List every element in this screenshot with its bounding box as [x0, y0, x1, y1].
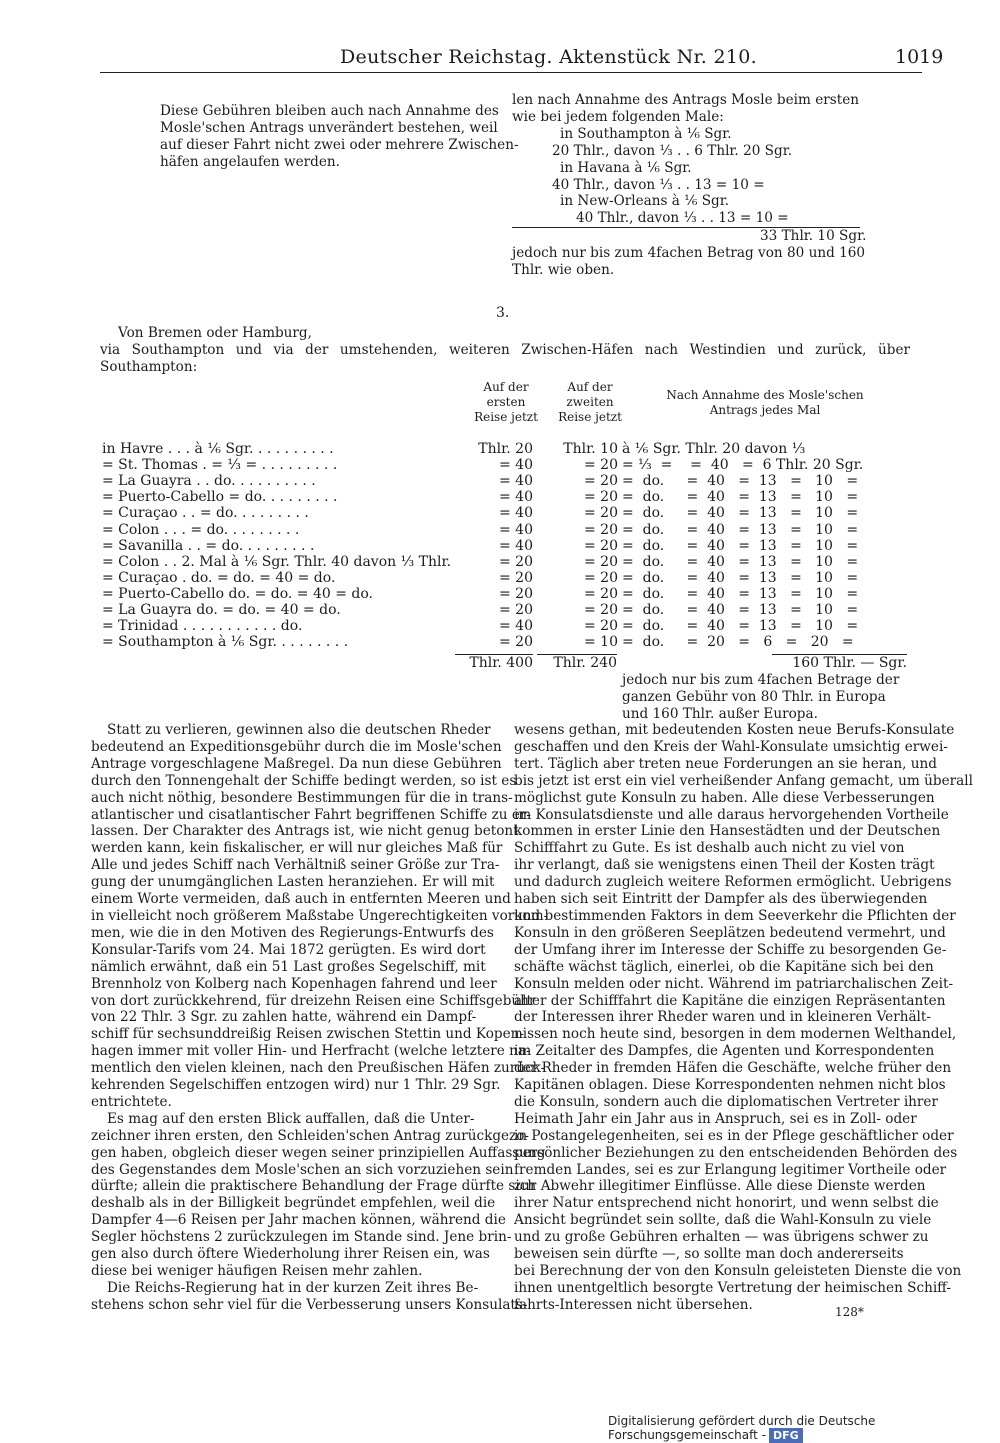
total-first-voyage: Thlr. 400 [455, 654, 533, 671]
text-line: Die Reichs-Regierung hat in der kurzen Zeit ihres Be- [107, 1279, 479, 1296]
first-voyage-cell: = 20 [499, 569, 533, 586]
text-line: häfen angelaufen werden. [160, 153, 340, 170]
text-line: der Umfang ihrer im Interesse der Schiffe zu besorgenden Ge- [514, 941, 947, 958]
text-line: gen also durch öftere Wiederholung ihrer Reisen ein, was [91, 1246, 490, 1263]
text-line: entrichtete. [91, 1093, 172, 1110]
text-line: Alle und jedes Schiff nach Verhältniß seiner Größe zur Tra- [91, 857, 500, 874]
text-line: in vielleicht noch größerem Maßstabe Ungerechtigkeiten vorkom- [91, 907, 549, 924]
table-row [100, 586, 912, 602]
mosle-cell: = do. = 40 = 13 = 10 = [622, 537, 859, 554]
text-line: Konsuln melden oder nicht. Während im patriarchalischen Zeit- [514, 975, 954, 992]
text-line: persönlicher Beziehungen zu den entscheidenden Behörden des [514, 1144, 958, 1161]
second-voyage-cell: = 20 [584, 618, 618, 635]
text-line: Thlr. wie oben. [512, 262, 615, 279]
text-line: Von Bremen oder Hamburg, [118, 325, 312, 341]
mosle-cell: = do. = 40 = 13 = 10 = [622, 618, 859, 635]
second-voyage-cell: = 20 [584, 537, 618, 554]
table-row [100, 457, 912, 473]
footer-text: Digitalisierung gefördert durch die Deutsche Forschungsgemeinschaft - [608, 1414, 876, 1442]
table-row [100, 505, 912, 521]
total-mosle: 160 Thlr. — Sgr. [772, 654, 907, 671]
text-line: fremden Landes, sei es zur Erlangung legitimer Vortheile oder [514, 1161, 947, 1178]
mosle-cell: = ⅓ = = 40 = 6 Thlr. 20 Sgr. [622, 457, 864, 474]
text-line: Brennholz von Kolberg nach Kopenhagen fahrend und leer [91, 975, 497, 992]
text-line: in New-Orleans à ⅙ Sgr. [560, 193, 730, 210]
text-line: Antrage vorgeschlagene Maßregel. Da nun diese Gebühren [91, 755, 502, 772]
table-row [100, 570, 912, 586]
text-line: in Postangelegenheiten, sei es in der Pflege geschäftlicher oder [514, 1127, 954, 1144]
text-line: durch den Tonnengehalt der Schiffe bedingt werden, so ist es [91, 772, 517, 789]
text-line: atlantischer und cisatlantischer Fahrt begriffenen Schiffe zu er- [91, 806, 532, 823]
table-row [100, 618, 912, 634]
first-voyage-cell: = 20 [499, 553, 533, 570]
table-row [100, 634, 912, 650]
text-line: deshalb als in der Billigkeit begründet empfehlen, weil die [91, 1195, 496, 1212]
text-line: ihrer Natur entsprechend nicht honorirt, und wenn selbst die [514, 1195, 939, 1212]
text-line: in Southampton à ⅙ Sgr. [560, 125, 732, 142]
header-rule [100, 72, 922, 73]
text-line: der Rheder in fremden Häfen die Geschäfte, welche früher den [514, 1060, 952, 1077]
text-line: Konsuln in den größeren Seeplätzen bedeutend vermehrt, und [514, 924, 946, 941]
column-header-second-voyage: Auf der zweiten Reise jetzt [558, 380, 622, 424]
text-line: 40 Thlr., davon ⅓ . . 13 = 10 = [576, 210, 789, 227]
mosle-cell: à ⅙ Sgr. Thlr. 20 davon ⅓ [622, 441, 806, 458]
total-second-voyage: Thlr. 240 [537, 654, 617, 671]
text-line: 40 Thlr., davon ⅓ . . 13 = 10 = [552, 176, 765, 193]
second-voyage-cell: = 20 [584, 585, 618, 602]
text-line: Statt zu verlieren, gewinnen also die deutschen Rheder [107, 722, 491, 738]
port-cell: in Havre . . . à ⅙ Sgr. . . . . . . . . . [102, 441, 334, 458]
second-voyage-cell: = 20 [584, 473, 618, 490]
tariff-table [100, 441, 912, 650]
text-line: und bestimmenden Faktors in dem Seeverkehr die Pflichten der [514, 907, 956, 924]
page-number: 1019 [895, 46, 944, 68]
first-voyage-cell: = 40 [499, 521, 533, 538]
text-line: mentlich den vielen kleinen, nach den Preußischen Häfen zurück- [91, 1060, 546, 1077]
body-left-column [91, 722, 549, 1314]
text-line: Kapitänen oblagen. Diese Korrespondenten nehmen nicht blos [514, 1077, 946, 1094]
text-line: die Konsuln, sondern auch die diplomatischen Vertreter ihrer [514, 1093, 938, 1110]
second-voyage-cell: = 20 [584, 521, 618, 538]
first-voyage-cell: = 40 [499, 457, 533, 474]
text-line: lassen. Der Charakter des Antrags ist, wie nicht genug betont [91, 823, 519, 840]
mosle-cell: = do. = 20 = 6 = 20 = [622, 634, 854, 651]
first-voyage-cell: = 40 [499, 618, 533, 635]
column-header-first-voyage: Auf der ersten Reise jetzt [474, 380, 538, 424]
port-cell: = Colon . . 2. Mal à ⅙ Sgr. Thlr. 40 davon ⅓ Thlr. [102, 553, 452, 570]
table-row [100, 489, 912, 505]
text-line: Schifffahrt zu Gute. Es ist deshalb auch nicht zu viel von [514, 840, 905, 857]
first-voyage-cell: = 20 [499, 601, 533, 618]
text-line: men, wie die in den Motiven des Regierungs-Entwurfs des [91, 924, 494, 941]
first-voyage-cell: = 20 [499, 634, 533, 651]
mosle-cell: = do. = 40 = 13 = 10 = [622, 553, 859, 570]
text-line: via Southampton und via der umstehenden, weiteren Zwischen-Häfen nach Westindien und zurück, über [100, 341, 910, 358]
text-line: Heimath Jahr ein Jahr aus in Anspruch, sei es in Zoll- oder [514, 1110, 917, 1127]
table-row [100, 554, 912, 570]
text-line: auch nicht nöthig, besondere Bestimmungen für die in trans- [91, 789, 513, 806]
text-line: kommen in erster Linie den Hansestädten und der Deutschen [514, 823, 941, 840]
port-cell: = Curaçao . do. = do. = 40 = do. [102, 569, 336, 586]
top-right-calculation [512, 92, 867, 279]
text-line: nissen noch heute sind, besorgen in dem modernen Welthandel, [514, 1026, 957, 1043]
text-line: in Havana à ⅙ Sgr. [560, 159, 692, 176]
port-cell: = Puerto-Cabello = do. . . . . . . . . [102, 489, 338, 506]
text-line: einem Worte vermeiden, daß auch in entfernten Meeren und [91, 891, 511, 908]
mosle-cell: = do. = 40 = 13 = 10 = [622, 569, 859, 586]
text-line: Ansicht begründet sein sollte, daß die Wahl-Konsuln zu viele [514, 1212, 932, 1229]
column-header-mosle: Nach Annahme des Mosle'schen Antrags jedes Mal [666, 388, 864, 417]
text-line: auf dieser Fahrt nicht zwei oder mehrere Zwischen- [160, 136, 519, 153]
text-line: von 22 Thlr. 3 Sgr. zu zahlen hatte, während ein Dampf- [91, 1009, 477, 1026]
port-cell: = Savanilla . . = do. . . . . . . . . [102, 537, 315, 554]
text-line: Konsular-Tarifs vom 24. Mai 1872 gerügten. Es wird dort [91, 941, 486, 958]
table-note [622, 672, 912, 723]
port-cell: = Southampton à ⅙ Sgr. . . . . . . . . [102, 634, 349, 651]
text-line: und 160 Thlr. außer Europa. [622, 705, 818, 722]
text-line: gen haben, obgleich dieser wegen seiner prinzipiellen Auffassung [91, 1144, 546, 1161]
text-line: wie bei jedem folgenden Male: [512, 108, 724, 125]
text-line: bedeutend an Expeditionsgebühr durch die im Mosle'schen [91, 738, 502, 755]
text-line: Diese Gebühren bleiben auch nach Annahme des [160, 103, 499, 119]
dfg-logo: DFG [769, 1428, 803, 1443]
mosle-cell: = do. = 40 = 13 = 10 = [622, 473, 859, 490]
running-header-title: Deutscher Reichstag. Aktenstück Nr. 210. [340, 46, 757, 68]
text-line: hagen immer mit voller Hin- und Herfracht (welche letztere na- [91, 1043, 531, 1060]
mosle-cell: = do. = 40 = 13 = 10 = [622, 601, 859, 618]
tariff-table-header [470, 380, 910, 436]
second-voyage-cell: = 20 [584, 489, 618, 506]
text-line: von dort zurückkehrend, für dreizehn Reisen eine Schiffsgebühr [91, 992, 536, 1009]
port-cell: = St. Thomas . = ⅓ = . . . . . . . . . [102, 457, 338, 474]
text-line: schiff für sechsunddreißig Reisen zwischen Stettin und Kopen- [91, 1026, 525, 1043]
table-row [100, 473, 912, 489]
second-voyage-cell: = 10 [584, 634, 618, 651]
text-line: jedoch nur bis zum 4fachen Betrag von 80 und 160 [512, 245, 866, 262]
mosle-cell: = do. = 40 = 13 = 10 = [622, 505, 859, 522]
text-line: wesens gethan, mit bedeutenden Kosten neue Berufs-Konsulate [514, 722, 955, 738]
second-voyage-cell: = 20 [584, 553, 618, 570]
text-line: Segler höchstens 2 zurückzulegen im Stande sind. Jene brin- [91, 1229, 512, 1246]
text-line: und zu große Gebühren erhalten — was übrigens schwer zu [514, 1229, 929, 1246]
second-voyage-cell: = 20 [584, 457, 618, 474]
text-line: Es mag auf den ersten Blick auffallen, daß die Unter- [107, 1110, 475, 1127]
first-voyage-cell: = 20 [499, 585, 533, 602]
text-line: des Gegenstandes dem Mosle'schen an sich vorzuziehen sein [91, 1161, 514, 1178]
text-line: kehrenden Segelschiffen entzogen wird) nur 1 Thlr. 29 Sgr. [91, 1077, 501, 1094]
second-voyage-cell: = 20 [584, 569, 618, 586]
text-line: möglichst gute Konsuln zu haben. Alle diese Verbesserungen [514, 789, 935, 806]
mosle-cell: = do. = 40 = 13 = 10 = [622, 585, 859, 602]
text-line: zur Abwehr illegitimer Einflüsse. Alle diese Dienste werden [514, 1178, 926, 1195]
text-line: Southampton: [100, 358, 198, 375]
text-line: gung der unumgänglichen Lasten heranziehen. Er will mit [91, 874, 495, 891]
first-voyage-cell: = 40 [499, 537, 533, 554]
text-line: ihnen unentgeltlich besorgte Vertretung der heimischen Schiff- [514, 1279, 951, 1296]
text-line: diese bei weniger häufigen Reisen mehr zahlen. [91, 1263, 423, 1279]
text-line: beweisen sein dürfte —, so sollte man doch andererseits [514, 1246, 904, 1263]
text-line: bei Berechnung der von den Konsuln geleisteten Dienste die von [514, 1263, 962, 1279]
second-voyage-cell: = 20 [584, 601, 618, 618]
text-line: haben sich seit Eintritt der Dampfer als des überwiegenden [514, 891, 928, 908]
table-totals [100, 654, 912, 674]
first-voyage-cell: Thlr. 20 [478, 441, 533, 458]
text-line: len nach Annahme des Antrags Mosle beim ersten [512, 92, 860, 108]
text-line: bis jetzt ist erst ein viel verheißender Anfang gemacht, um überall [514, 772, 973, 789]
text-line: schäfte wächst täglich, einerlei, ob die Kapitäne sich bei den [514, 958, 934, 975]
sum-line: 33 Thlr. 10 Sgr. [512, 227, 860, 245]
route-description [100, 325, 910, 376]
text-line: alter der Schifffahrt die Kapitäne die einzigen Repräsentanten [514, 992, 946, 1009]
text-line: nämlich erwähnt, daß ein 51 Last großes Segelschiff, mit [91, 958, 486, 975]
text-line: geschaffen und den Kreis der Wahl-Konsulate umsichtig erwei- [514, 738, 948, 755]
second-voyage-cell: = 20 [584, 505, 618, 522]
table-row [100, 521, 912, 537]
table-row [100, 538, 912, 554]
second-voyage-cell: Thlr. 10 [563, 441, 618, 458]
text-line: 20 Thlr., davon ⅓ . . 6 Thlr. 20 Sgr. [552, 142, 793, 159]
port-cell: = Trinidad . . . . . . . . . . . do. [102, 618, 303, 635]
table-row [100, 441, 912, 457]
port-cell: = Curaçao . . = do. . . . . . . . . [102, 505, 309, 522]
text-line: ganzen Gebühr von 80 Thlr. in Europa [622, 688, 886, 705]
first-voyage-cell: = 40 [499, 505, 533, 522]
digitization-footer [608, 1414, 1000, 1443]
text-line: dürfte; allein die praktischere Behandlung der Frage dürfte sich [91, 1178, 537, 1195]
text-line: und dadurch zugleich weitere Reformen ermöglicht. Uebrigens [514, 874, 952, 891]
text-line: zeichner ihren ersten, den Schleiden'schen Antrag zurückgezo- [91, 1127, 530, 1144]
first-voyage-cell: = 40 [499, 473, 533, 490]
text-line: jedoch nur bis zum 4fachen Betrage der [622, 672, 900, 688]
text-line: ihr verlangt, daß sie wenigstens einen Theil der Kosten trägt [514, 857, 935, 874]
body-right-column [514, 722, 973, 1314]
text-line: tert. Täglich aber treten neue Forderungen an sie heran, und [514, 755, 937, 772]
port-cell: = Colon . . . = do. . . . . . . . . [102, 521, 300, 538]
mosle-cell: = do. = 40 = 13 = 10 = [622, 521, 859, 538]
port-cell: = La Guayra . . do. . . . . . . . . . [102, 473, 316, 490]
port-cell: = La Guayra do. = do. = 40 = do. [102, 601, 341, 618]
port-cell: = Puerto-Cabello do. = do. = 40 = do. [102, 585, 374, 602]
table-row [100, 602, 912, 618]
text-line: im Konsulatsdienste und alle daraus hervorgehenden Vortheile [514, 806, 949, 823]
text-line: der Interessen ihrer Rheder waren und in kleineren Verhält- [514, 1009, 931, 1026]
mosle-cell: = do. = 40 = 13 = 10 = [622, 489, 859, 506]
text-line: im Zeitalter des Dampfes, die Agenten und Korrespondenten [514, 1043, 935, 1060]
text-line: Mosle'schen Antrags unverändert bestehen, weil [160, 119, 498, 136]
first-voyage-cell: = 40 [499, 489, 533, 506]
text-line: werden kann, kein fiskalischer, er will nur gleiches Maß für [91, 840, 503, 857]
sheet-mark: 128* [835, 1305, 864, 1319]
text-line: stehens schon sehr viel für die Verbesserung unsers Konsulats- [91, 1296, 528, 1313]
text-line: fahrts-Interessen nicht übersehen. [514, 1296, 753, 1313]
text-line: Dampfer 4—6 Reisen per Jahr machen können, während die [91, 1212, 506, 1229]
section-number: 3. [496, 305, 510, 321]
top-left-paragraph [160, 103, 519, 171]
